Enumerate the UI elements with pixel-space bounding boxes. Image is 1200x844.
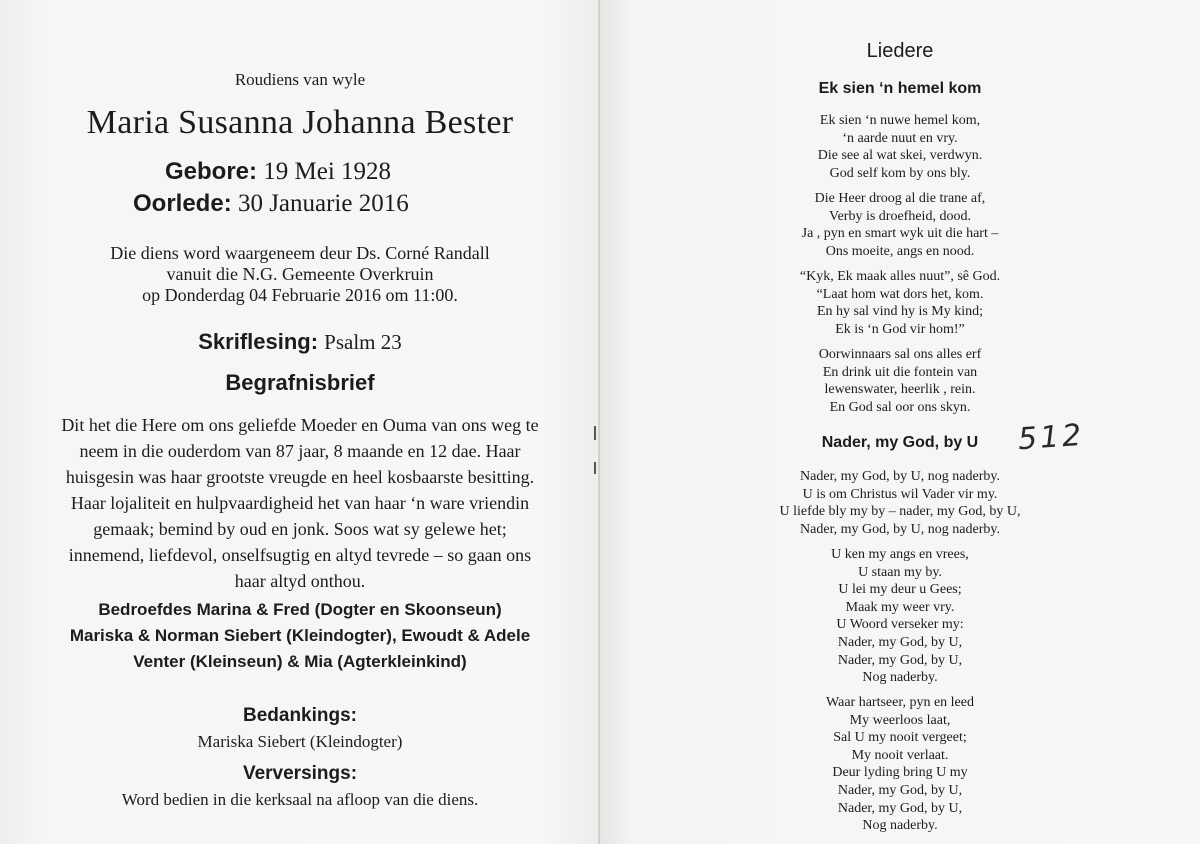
verse-line: “Kyk, Ek maak alles nuut”, sê God.: [799, 269, 1001, 284]
mourners-line: Bedroefdes Marina & Fred (Dogter en Skoonseun): [98, 600, 502, 619]
obituary-line: Haar lojaliteit en hulpvaardigheid het van haar ‘n ware vriendin: [70, 493, 530, 513]
verse-line: Waar hartseer, pyn en leed: [826, 695, 974, 710]
songs-title: Liedere: [866, 40, 934, 62]
handwritten-note: 512: [1016, 417, 1086, 458]
mourners-line: Mariska & Norman Siebert (Kleindogter), Ewoudt & Adele: [69, 626, 531, 645]
reading-label: Skriflesing:: [198, 329, 319, 354]
verse-line: God self kom by ons bly.: [829, 165, 971, 181]
service-line: op Donderdag 04 Februarie 2016 om 11:00.: [142, 285, 458, 305]
verse-line: Oorwinnaars sal ons alles erf: [818, 347, 982, 362]
deceased-name: Maria Susanna Johanna Bester: [86, 104, 514, 141]
subtitle: Roudiens van wyle: [234, 70, 366, 89]
died-line: [133, 190, 409, 218]
verse-line: En God sal oor ons skyn.: [829, 399, 971, 415]
verse-line: Verby is droefheid, dood.: [829, 208, 971, 224]
verse-line: Nog naderby.: [862, 818, 938, 834]
verse-line: Ja , pyn en smart wyk uit die hart –: [801, 226, 999, 242]
fold-mark: [594, 462, 596, 474]
song2-verse-2: [600, 546, 1200, 687]
mourners-line: Venter (Kleinseun) & Mia (Agterkleinkind): [133, 652, 467, 671]
service-line: Die diens word waargeneem deur Ds. Corné Randall: [110, 243, 490, 263]
obituary-text: [12, 412, 588, 594]
song2-title: Nader, my God, by U: [821, 434, 979, 451]
verse-line: My nooit verlaat.: [851, 747, 949, 763]
fold-mark: [594, 426, 596, 440]
verse-line: Nader, my God, by U,: [837, 782, 963, 798]
service-info: [0, 243, 600, 306]
verse-line: Nog naderby.: [862, 670, 938, 686]
verse-line: Ek sien ‘n nuwe hemel kom,: [819, 113, 981, 128]
verse-line: Deur lyding bring U my: [832, 765, 968, 781]
thanks-value: Mariska Siebert (Kleindogter): [197, 732, 403, 751]
obituary-line: haar altyd onthou.: [234, 571, 366, 591]
born-value: 19 Mei 1928: [263, 158, 392, 185]
song1-title: Ek sien ‘n hemel kom: [818, 80, 982, 97]
verse-line: Die Heer droog al die trane af,: [814, 191, 986, 206]
verse-line: En drink uit die fontein van: [822, 364, 978, 380]
song2-verse-1: [600, 468, 1200, 538]
verse-line: Sal U my nooit vergeet;: [833, 730, 967, 746]
obituary-line: Dit het die Here om ons geliefde Moeder en Ouma van ons weg te: [61, 415, 539, 435]
died-value: 30 Januarie 2016: [237, 190, 409, 217]
verse-line: “Laat hom wat dors het, kom.: [816, 286, 984, 302]
verse-line: Maak my weer vry.: [845, 599, 955, 615]
right-page: [600, 0, 1200, 844]
died-label: Oorlede:: [133, 190, 232, 217]
song1-verse-4: [600, 346, 1200, 416]
refresh-value: Word bedien in die kerksaal na afloop van die diens.: [121, 790, 479, 809]
verse-line: U lei my deur u Gees;: [838, 582, 962, 598]
obituary-line: neem in die ouderdom van 87 jaar, 8 maande en 12 dae. Haar: [79, 441, 521, 461]
reading-value: Psalm 23: [324, 330, 402, 354]
verse-line: lewenswater, heerlik , rein.: [824, 382, 976, 398]
verse-line: Nader, my God, by U,: [837, 634, 963, 650]
verse-line: U liefde bly my by – nader, my God, by U,: [779, 504, 1021, 520]
verse-line: Nader, my God, by U, nog naderby.: [800, 469, 1000, 484]
thanks-heading: Bedankings:: [242, 705, 358, 726]
mourners: [0, 597, 600, 675]
verse-line: Nader, my God, by U,: [837, 800, 963, 816]
song1-verse-1: [600, 112, 1200, 182]
verse-line: U ken my angs en vrees,: [831, 547, 969, 562]
obituary-line: innemend, liefdevol, onselfsugtig en altyd tevrede – so gaan ons: [68, 545, 532, 565]
obituary-heading: Begrafnisbrief: [225, 370, 375, 395]
song1-verse-3: [600, 268, 1200, 338]
verse-line: U is om Christus wil Vader vir my.: [802, 486, 998, 502]
verse-line: U Woord verseker my:: [836, 617, 964, 633]
refresh-heading: Verversings:: [242, 763, 358, 784]
verse-line: Ek is ‘n God vir hom!”: [835, 321, 965, 337]
verse-line: En hy sal vind hy is My kind;: [816, 304, 984, 320]
obituary-line: huisgesin was haar grootste vreugde en heel kosbaarste besitting.: [65, 467, 535, 487]
verse-line: My weerloos laat,: [849, 712, 951, 728]
obituary-line: gemaak; bemind by oud en jonk. Soos wat sy gelewe het;: [93, 519, 507, 539]
verse-line: Nader, my God, by U,: [837, 652, 963, 668]
verse-line: ‘n aarde nuut en vry.: [842, 130, 958, 146]
song2-verse-3: [600, 694, 1200, 835]
song1-verse-2: [600, 190, 1200, 260]
service-line: vanuit die N.G. Gemeente Overkruin: [166, 264, 434, 284]
verse-line: Die see al wat skei, verdwyn.: [817, 148, 983, 164]
born-label: Gebore:: [165, 158, 258, 185]
verse-line: U staan my by.: [858, 564, 942, 580]
verse-line: Nader, my God, by U, nog naderby.: [800, 521, 1000, 537]
verse-line: Ons moeite, angs en nood.: [825, 243, 975, 259]
born-line: [165, 158, 391, 186]
reading-line: [0, 329, 600, 355]
